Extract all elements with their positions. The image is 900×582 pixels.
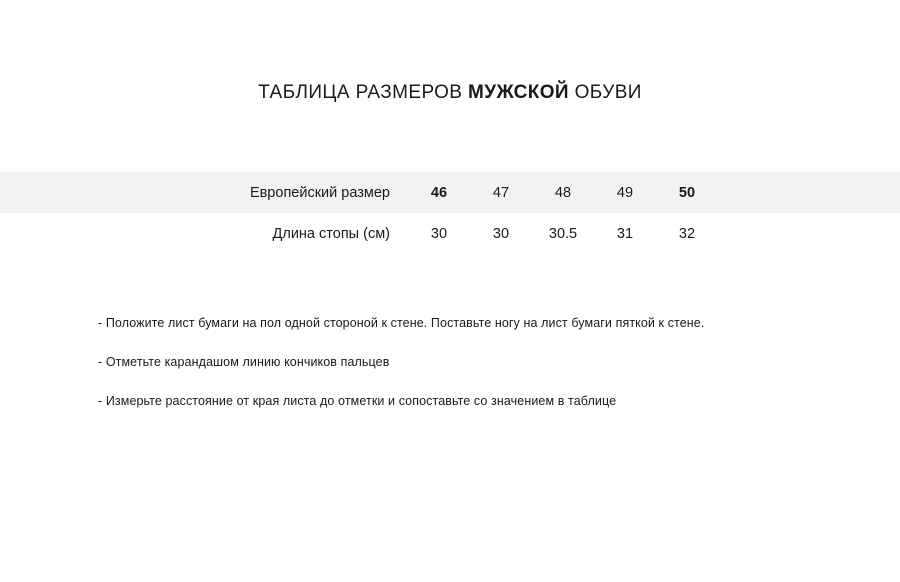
instruction-step-1: - Положите лист бумаги на пол одной стороной к стене. Поставьте ногу на лист бумаги пяткой к стене. — [98, 316, 705, 330]
instruction-step-2: - Отметьте карандашом линию кончиков пальцев — [98, 355, 390, 369]
cell-foot-length-3: 30.5 — [548, 225, 578, 242]
cell-european-size-3: 48 — [554, 184, 572, 201]
page-title — [0, 82, 900, 104]
measurement-instructions — [0, 316, 900, 409]
table-row — [0, 172, 900, 213]
table-row — [0, 213, 900, 254]
page-title-prefix: ТАБЛИЦА РАЗМЕРОВ — [258, 82, 469, 103]
cell-foot-length-1: 30 — [430, 225, 448, 242]
cell-european-size-2: 47 — [492, 184, 510, 201]
cell-european-size-4: 49 — [616, 184, 634, 201]
cell-european-size-5: 50 — [678, 184, 696, 201]
cell-foot-length-2: 30 — [492, 225, 510, 242]
cell-foot-length-4: 31 — [616, 225, 634, 242]
page-title-suffix: ОБУВИ — [568, 82, 642, 103]
size-table-container — [0, 172, 900, 254]
cell-foot-length-5: 32 — [678, 225, 696, 242]
instruction-step-3: - Измерьте расстояние от края листа до отметки и сопоставьте со значением в таблице — [98, 394, 617, 408]
row-tail-spacer — [718, 213, 900, 254]
row-label-european-size: Европейский размер — [249, 184, 390, 201]
row-tail-spacer — [718, 172, 900, 213]
page-title-emphasis: МУЖСКОЙ — [468, 82, 569, 103]
row-label-foot-length: Длина стопы (см) — [272, 225, 390, 242]
cell-european-size-1: 46 — [430, 184, 448, 201]
size-chart-page — [0, 82, 900, 582]
size-table — [0, 172, 900, 254]
